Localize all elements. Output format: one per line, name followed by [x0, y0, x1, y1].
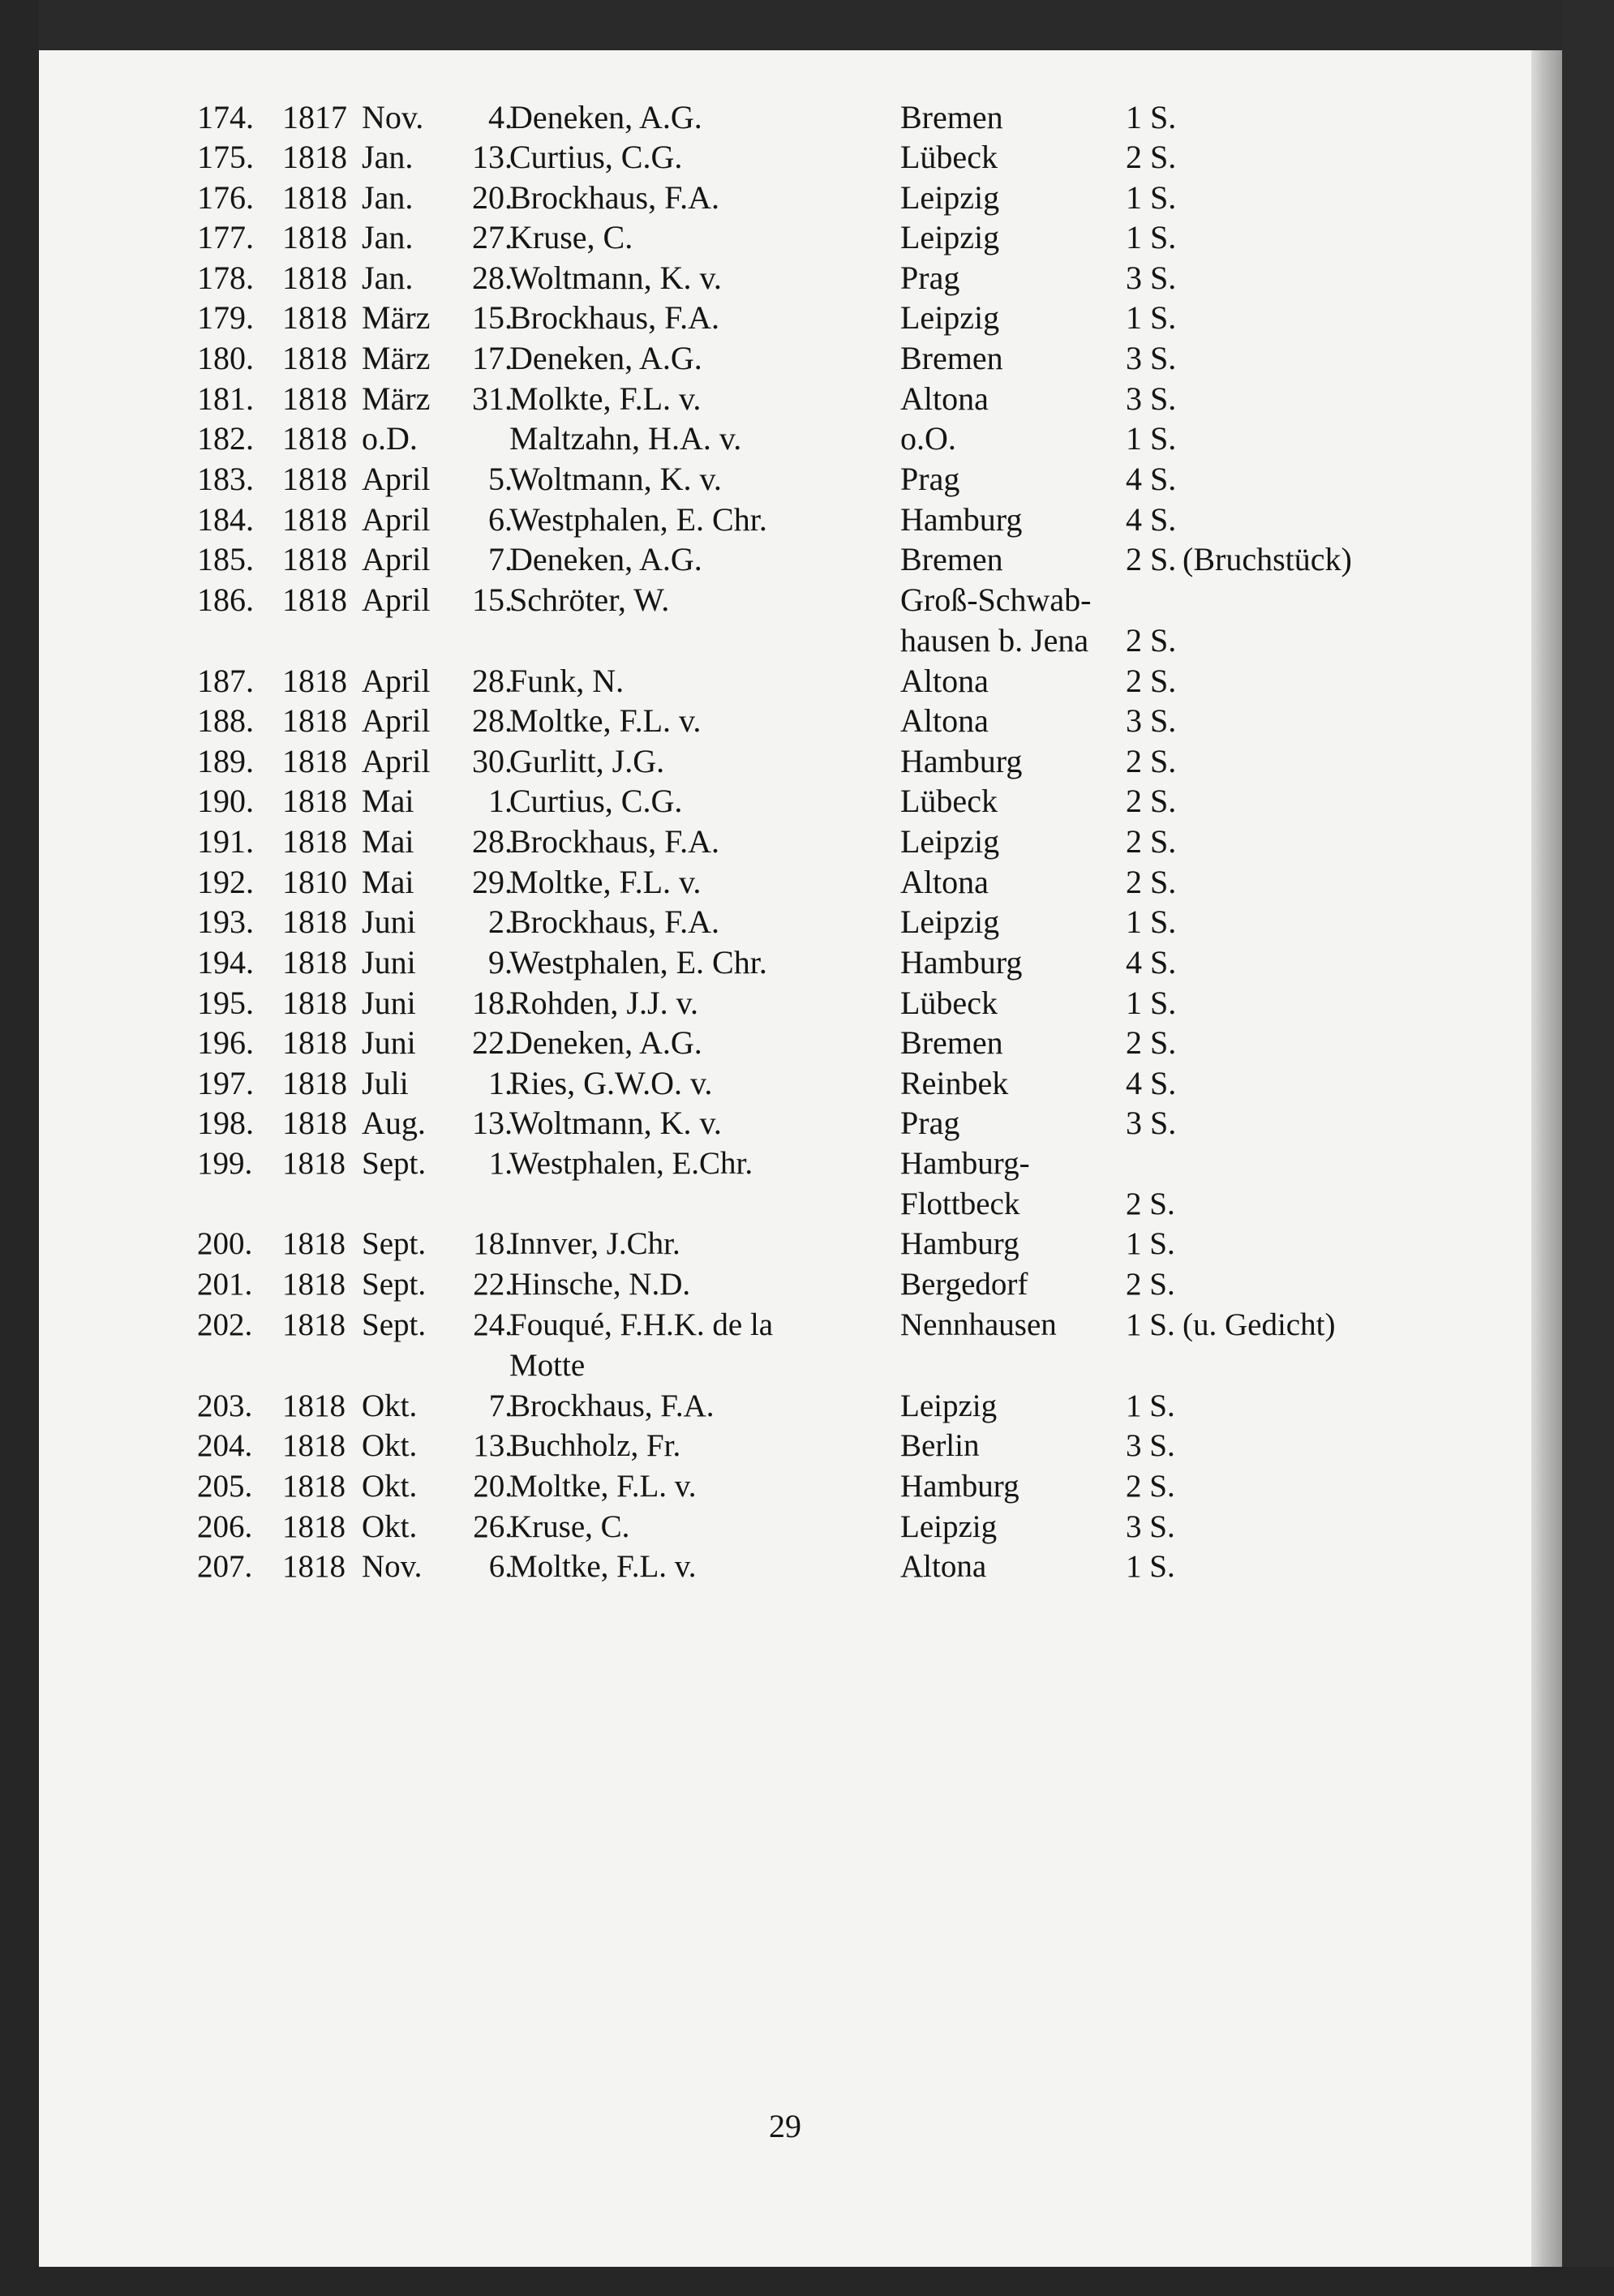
entry-place: Hamburg	[900, 501, 1023, 538]
entry-day: 13.	[472, 1105, 513, 1141]
entry-name: Ries, G.W.O. v.	[509, 1065, 713, 1101]
entry-row	[39, 1063, 1531, 1105]
entry-row	[39, 822, 1531, 864]
entry-year: 1818	[282, 1388, 346, 1423]
entry-name: Curtius, C.G.	[509, 139, 683, 175]
entry-place: Lübeck	[900, 139, 998, 175]
scan-border-top	[0, 0, 1614, 50]
entry-size: 1 S.	[1126, 1226, 1175, 1261]
entry-year: 1818	[282, 663, 347, 699]
entry-month: Juni	[362, 903, 416, 940]
entry-name: Deneken, A.G.	[509, 541, 702, 577]
entry-day: 18.	[472, 985, 513, 1021]
entry-size: 2 S.	[1126, 1187, 1175, 1221]
scan-border-bottom	[0, 2267, 1614, 2296]
entry-num: 187.	[197, 663, 254, 699]
entry-size: 3 S.	[1126, 260, 1177, 296]
entry-size: 2 S.	[1126, 1469, 1175, 1504]
entry-year: 1810	[282, 864, 347, 900]
entry-size: 2 S.	[1126, 1267, 1175, 1302]
entry-year: 1818	[282, 823, 347, 860]
entry-num: 179.	[197, 299, 254, 336]
entry-row	[39, 701, 1531, 743]
entry-place: Bremen	[900, 541, 1003, 577]
entry-name: Deneken, A.G.	[509, 1024, 702, 1061]
entry-row	[39, 1023, 1531, 1065]
entry-row	[39, 97, 1531, 139]
entry-year: 1818	[282, 1024, 347, 1061]
entry-year: 1818	[282, 340, 347, 376]
entry-year: 1818	[282, 1428, 346, 1463]
entry-year: 1818	[282, 1549, 346, 1584]
entry-num: 192.	[197, 864, 254, 900]
entry-year: 1818	[282, 219, 347, 255]
entry-size: 3 S.	[1126, 380, 1177, 417]
entry-row	[39, 1144, 1531, 1186]
entry-month: Okt.	[362, 1388, 418, 1423]
entry-place: Leipzig	[900, 1388, 998, 1423]
entry-size: 3 S.	[1126, 340, 1177, 376]
entry-row	[39, 1547, 1531, 1589]
entry-size: 2 S.	[1126, 743, 1177, 779]
entry-row	[39, 539, 1531, 582]
entry-name: Westphalen, E. Chr.	[509, 501, 767, 538]
entry-num: 181.	[197, 380, 254, 417]
entry-num: 191.	[197, 823, 254, 860]
scan-border-left	[0, 0, 39, 2296]
entry-name: Kruse, C.	[509, 1509, 630, 1544]
entry-row	[39, 217, 1531, 260]
entry-month: April	[362, 743, 431, 779]
entry-place: hausen b. Jena	[900, 622, 1089, 659]
entry-size: 3 S.	[1126, 1105, 1177, 1141]
entry-year: 1818	[282, 1065, 347, 1101]
entry-name: Motte	[509, 1348, 586, 1383]
entry-name: Westphalen, E.Chr.	[509, 1146, 753, 1181]
entry-day: 2.	[488, 903, 513, 940]
entry-day: 28.	[472, 823, 513, 860]
entry-num: 178.	[197, 260, 254, 296]
entry-year: 1817	[282, 99, 347, 135]
entry-num: 201.	[197, 1267, 253, 1302]
entry-month: Juni	[362, 985, 416, 1021]
entry-row	[39, 580, 1531, 622]
entry-name: Funk, N.	[509, 663, 625, 699]
entry-name: Westphalen, E. Chr.	[509, 944, 767, 981]
entry-month: Nov.	[362, 1549, 423, 1584]
entry-month: Okt.	[362, 1469, 418, 1504]
entry-row	[39, 1466, 1531, 1508]
entry-year: 1818	[282, 985, 347, 1021]
entry-day: 27.	[472, 219, 513, 255]
entry-place: Lübeck	[900, 783, 998, 819]
entry-place: Hamburg	[900, 1469, 1019, 1504]
entry-num: 194.	[197, 944, 254, 981]
entry-name: Kruse, C.	[509, 219, 633, 255]
entry-row	[39, 459, 1531, 501]
entry-month: April	[362, 461, 431, 497]
entry-size: 2 S.	[1126, 139, 1177, 175]
entry-size: 1 S.	[1126, 99, 1177, 135]
entry-size: 4 S.	[1126, 1065, 1177, 1101]
entry-row	[39, 298, 1531, 340]
entry-num: 195.	[197, 985, 254, 1021]
entry-day: 20.	[472, 179, 513, 216]
entry-month: Mai	[362, 864, 414, 900]
entry-year: 1818	[282, 1509, 346, 1544]
entry-num: 183.	[197, 461, 254, 497]
entry-size: 1 S.	[1126, 420, 1177, 457]
entry-name: Moltke, F.L. v.	[509, 702, 702, 739]
entry-num: 184.	[197, 501, 254, 538]
entry-name: Deneken, A.G.	[509, 340, 702, 376]
entry-size: 3 S.	[1126, 1509, 1175, 1544]
entry-place: Leipzig	[900, 299, 1000, 336]
entry-num: 180.	[197, 340, 254, 376]
entry-note: (u. Gedicht)	[1183, 1307, 1336, 1342]
entry-day: 1.	[488, 783, 513, 819]
entry-name: Innver, J.Chr.	[509, 1226, 680, 1261]
entry-day: 31.	[472, 380, 513, 417]
entry-num: 177.	[197, 219, 254, 255]
entry-day: 29.	[472, 864, 513, 900]
entry-size: 1 S.	[1126, 903, 1177, 940]
entry-year: 1818	[282, 299, 347, 336]
entry-row	[39, 338, 1531, 380]
entry-place: Bremen	[900, 1024, 1003, 1061]
entry-day: 22.	[472, 1024, 513, 1061]
entry-size: 1 S.	[1126, 1549, 1175, 1584]
entry-size: 2 S.	[1126, 823, 1177, 860]
entry-year: 1818	[282, 1469, 346, 1504]
entry-month: Jan.	[362, 260, 414, 296]
entry-month: März	[362, 340, 431, 376]
page-edge-shadow	[1531, 50, 1562, 2267]
entry-day: 13.	[473, 1428, 513, 1463]
entry-year: 1818	[282, 1307, 346, 1342]
entry-size: 2 S.	[1126, 1024, 1177, 1061]
entry-name: Buchholz, Fr.	[509, 1428, 681, 1463]
entry-day: 13.	[472, 139, 513, 175]
page-number: 29	[769, 2108, 801, 2144]
entry-row	[39, 178, 1531, 220]
entry-num: 185.	[197, 541, 254, 577]
entry-place: Groß-Schwab-	[900, 582, 1092, 618]
entry-num: 204.	[197, 1428, 253, 1463]
entry-day: 18.	[473, 1226, 513, 1261]
entry-name: Curtius, C.G.	[509, 783, 683, 819]
entry-row	[39, 137, 1531, 179]
entry-year: 1818	[282, 501, 347, 538]
entry-num: 199.	[197, 1146, 253, 1181]
entry-place: Lübeck	[900, 985, 998, 1021]
entry-size: 3 S.	[1126, 702, 1177, 739]
scan-border-right	[1562, 0, 1614, 2296]
entry-month: März	[362, 380, 431, 417]
entry-month: Juni	[362, 944, 416, 981]
entry-year: 1818	[282, 541, 347, 577]
entry-name: Moltke, F.L. v.	[509, 1469, 697, 1504]
entry-row	[39, 1305, 1531, 1347]
entry-row	[39, 620, 1531, 663]
entry-num: 196.	[197, 1024, 254, 1061]
entry-place: Leipzig	[900, 903, 1000, 940]
entry-day: 30.	[472, 743, 513, 779]
entry-month: Jan.	[362, 219, 414, 255]
entry-size: 1 S.	[1126, 1388, 1175, 1423]
entry-place: Altona	[900, 1549, 987, 1584]
entry-year: 1818	[282, 1146, 346, 1181]
entry-month: Juli	[362, 1065, 409, 1101]
entry-num: 200.	[197, 1226, 253, 1261]
entry-num: 186.	[197, 582, 254, 618]
entry-year: 1818	[282, 139, 347, 175]
entry-month: Sept.	[362, 1307, 427, 1342]
entry-name: Fouqué, F.H.K. de la	[509, 1307, 774, 1342]
entry-place: Prag	[900, 1105, 960, 1141]
entry-num: 189.	[197, 743, 254, 779]
entry-place: Prag	[900, 260, 960, 296]
entry-size: 3 S.	[1126, 1428, 1175, 1463]
entry-month: April	[362, 702, 431, 739]
entry-size: 2 S.	[1126, 864, 1177, 900]
entry-num: 175.	[197, 139, 254, 175]
entry-month: Sept.	[362, 1226, 427, 1261]
entry-day: 4.	[488, 99, 513, 135]
entry-row	[39, 1507, 1531, 1549]
entry-month: Okt.	[362, 1509, 418, 1544]
entry-place: Nennhausen	[900, 1307, 1057, 1342]
entry-place: Bremen	[900, 99, 1003, 135]
entry-name: Brockhaus, F.A.	[509, 903, 720, 940]
entry-name: Woltmann, K. v.	[509, 461, 722, 497]
entry-day: 1.	[488, 1065, 513, 1101]
entry-month: März	[362, 299, 431, 336]
entry-day: 28.	[472, 260, 513, 296]
entry-day: 1.	[488, 1146, 513, 1181]
entry-year: 1818	[282, 582, 347, 618]
entry-name: Brockhaus, F.A.	[509, 823, 720, 860]
entry-month: Juni	[362, 1024, 416, 1061]
entry-day: 15.	[472, 299, 513, 336]
document-page	[39, 50, 1531, 2267]
entry-month: Okt.	[362, 1428, 418, 1463]
entry-year: 1818	[282, 903, 347, 940]
entry-name: Schröter, W.	[509, 582, 670, 618]
entry-row	[39, 1103, 1531, 1145]
entry-name: Brockhaus, F.A.	[509, 299, 720, 336]
entry-year: 1818	[282, 420, 347, 457]
entry-name: Hinsche, N.D.	[509, 1267, 691, 1302]
entry-place: Hamburg-	[900, 1146, 1030, 1181]
entry-row	[39, 418, 1531, 461]
entry-num: 203.	[197, 1388, 253, 1423]
entry-row	[39, 862, 1531, 904]
entry-place: Leipzig	[900, 823, 1000, 860]
entry-size: 1 S.	[1126, 179, 1177, 216]
entry-size: 2 S.	[1126, 541, 1177, 577]
entry-name: Deneken, A.G.	[509, 99, 702, 135]
entry-size: 4 S.	[1126, 461, 1177, 497]
entry-size: 1 S.	[1126, 985, 1177, 1021]
entry-place: Reinbek	[900, 1065, 1009, 1101]
entry-row	[39, 661, 1531, 703]
entry-name: Moltke, F.L. v.	[509, 864, 702, 900]
entry-name: Woltmann, K. v.	[509, 1105, 722, 1141]
entry-size: 2 S.	[1126, 663, 1177, 699]
entry-month: Nov.	[362, 99, 424, 135]
entry-row	[39, 1345, 1531, 1388]
entry-month: Sept.	[362, 1146, 427, 1181]
entry-month: Sept.	[362, 1267, 427, 1302]
entry-row	[39, 1264, 1531, 1307]
entry-place: Prag	[900, 461, 960, 497]
entry-month: o.D.	[362, 420, 418, 457]
entry-num: 190.	[197, 783, 254, 819]
entry-place: Altona	[900, 380, 989, 417]
entry-day: 7.	[488, 1388, 513, 1423]
entry-month: April	[362, 663, 431, 699]
entry-size: 2 S.	[1126, 783, 1177, 819]
entry-row	[39, 942, 1531, 985]
entry-day: 15.	[472, 582, 513, 618]
entry-month: April	[362, 541, 431, 577]
entry-row	[39, 1386, 1531, 1428]
entry-place: Hamburg	[900, 1226, 1019, 1261]
entry-row	[39, 1184, 1531, 1226]
entry-row	[39, 741, 1531, 783]
entry-row	[39, 983, 1531, 1025]
entry-place: Hamburg	[900, 743, 1023, 779]
entry-year: 1818	[282, 1105, 347, 1141]
entry-row	[39, 500, 1531, 542]
entry-num: 202.	[197, 1307, 253, 1342]
entry-place: Altona	[900, 864, 989, 900]
entry-name: Moltke, F.L. v.	[509, 1549, 697, 1584]
entry-year: 1818	[282, 783, 347, 819]
entry-size: 2 S.	[1126, 622, 1177, 659]
entry-day: 20.	[473, 1469, 513, 1504]
entry-day: 6.	[488, 1549, 513, 1584]
entry-day: 22.	[473, 1267, 513, 1302]
entry-num: 198.	[197, 1105, 254, 1141]
entry-row	[39, 379, 1531, 421]
entry-day: 28.	[472, 702, 513, 739]
entry-num: 206.	[197, 1509, 253, 1544]
entry-month: Jan.	[362, 139, 414, 175]
entry-day: 7.	[488, 541, 513, 577]
entry-row	[39, 781, 1531, 823]
entry-note: (Bruchstück)	[1183, 541, 1352, 577]
entry-day: 5.	[488, 461, 513, 497]
entry-month: Mai	[362, 783, 414, 819]
entry-day: 17.	[472, 340, 513, 376]
entry-place: Berlin	[900, 1428, 980, 1463]
entry-year: 1818	[282, 179, 347, 216]
entry-size: 4 S.	[1126, 944, 1177, 981]
entry-row	[39, 258, 1531, 300]
entry-month: Aug.	[362, 1105, 426, 1141]
entry-num: 207.	[197, 1549, 253, 1584]
entry-size: 1 S.	[1126, 219, 1177, 255]
entry-day: 26.	[473, 1509, 513, 1544]
entry-row	[39, 1426, 1531, 1468]
entry-place: Leipzig	[900, 219, 1000, 255]
entry-size: 1 S.	[1126, 1307, 1175, 1342]
entry-name: Brockhaus, F.A.	[509, 1388, 715, 1423]
entry-num: 176.	[197, 179, 254, 216]
entry-year: 1818	[282, 743, 347, 779]
entry-name: Brockhaus, F.A.	[509, 179, 720, 216]
entry-day: 6.	[488, 501, 513, 538]
entry-month: Jan.	[362, 179, 414, 216]
entry-num: 197.	[197, 1065, 254, 1101]
entry-name: Gurlitt, J.G.	[509, 743, 665, 779]
entry-year: 1818	[282, 944, 347, 981]
entry-year: 1818	[282, 1226, 346, 1261]
entry-month: April	[362, 582, 431, 618]
entry-num: 182.	[197, 420, 254, 457]
entry-place: Altona	[900, 663, 989, 699]
entry-year: 1818	[282, 461, 347, 497]
entry-place: o.O.	[900, 420, 956, 457]
entry-num: 193.	[197, 903, 254, 940]
entry-day: 24.	[473, 1307, 513, 1342]
entry-year: 1818	[282, 380, 347, 417]
entry-name: Molkte, F.L. v.	[509, 380, 702, 417]
entry-row	[39, 1224, 1531, 1266]
entry-day: 28.	[472, 663, 513, 699]
entry-row	[39, 902, 1531, 944]
entry-year: 1818	[282, 702, 347, 739]
entry-place: Bergedorf	[900, 1267, 1028, 1302]
entry-month: April	[362, 501, 431, 538]
entry-place: Leipzig	[900, 179, 1000, 216]
entry-size: 1 S.	[1126, 299, 1177, 336]
entry-name: Maltzahn, H.A. v.	[509, 420, 742, 457]
entry-num: 174.	[197, 99, 254, 135]
entry-year: 1818	[282, 1267, 346, 1302]
entry-place: Leipzig	[900, 1509, 998, 1544]
entry-num: 205.	[197, 1469, 253, 1504]
entry-day: 9.	[488, 944, 513, 981]
entry-year: 1818	[282, 260, 347, 296]
entry-month: Mai	[362, 823, 414, 860]
entry-place: Bremen	[900, 340, 1003, 376]
entry-name: Rohden, J.J. v.	[509, 985, 698, 1021]
entry-place: Hamburg	[900, 944, 1023, 981]
entry-place: Flottbeck	[900, 1187, 1020, 1221]
entry-name: Woltmann, K. v.	[509, 260, 722, 296]
entry-num: 188.	[197, 702, 254, 739]
entry-size: 4 S.	[1126, 501, 1177, 538]
entry-place: Altona	[900, 702, 989, 739]
